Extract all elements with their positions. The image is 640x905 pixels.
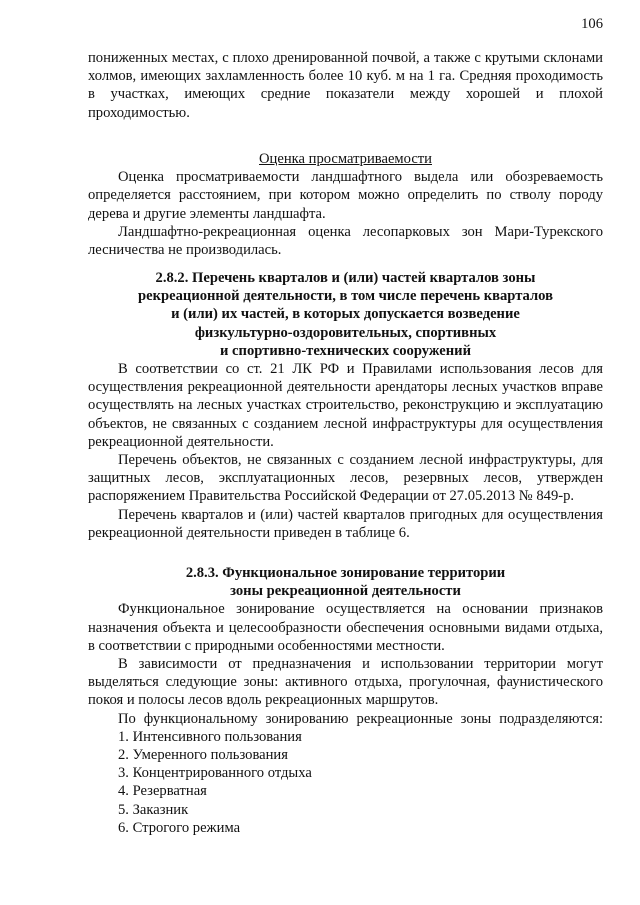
subsection-title: Оценка просматриваемости xyxy=(259,151,432,167)
section-title-line: 2.8.2. Перечень кварталов и (или) частей кварталов зоны xyxy=(155,270,536,286)
section-2-8-3 xyxy=(88,564,603,837)
section-title-line: и (или) их частей, в которых допускается возведение xyxy=(171,306,520,323)
paragraph: пониженных местах, с плохо дренированной почвой, а также с крутыми склонами холмов, имеющих захламленность более 10 куб. м на 1 га. Средняя проходимость в участках, имеющих средние показатели между хорошей и плохой проходимостью. xyxy=(88,50,603,121)
paragraph: Функциональное зонирование осуществляется на основании признаков назначения объекта и целесообразности обеспечения основными видами отдыха, в соответствии с природными особенностями местности. xyxy=(88,601,603,654)
section-title-line: физкультурно-оздоровительных, спортивных xyxy=(194,324,497,341)
list-item: 4. Резерватная xyxy=(118,783,207,800)
list-item: 3. Концентрированного отдыха xyxy=(118,765,312,782)
paragraph: В соответствии со ст. 21 ЛК РФ и Правилами использования лесов для осуществления рекреационной деятельности арендаторы лесных участков вправе осуществлять на лесных участках строительство, реконструкцию и эксплуатацию объектов, не связанных с созданием лесной инфраструктуры для осуществления рекреационной деятельности. xyxy=(88,361,603,450)
section-title-line: зоны рекреационной деятельности xyxy=(230,583,461,600)
section-2-8-2 xyxy=(88,269,603,542)
paragraph: Оценка просматриваемости ландшафтного выдела или обозреваемость определяется расстоянием, при котором можно определить по стволу породу дерева и другие элементы ландшафта. xyxy=(88,169,603,222)
paragraph: По функциональному зонированию рекреационные зоны подразделяются: xyxy=(118,710,603,727)
paragraph: Перечень объектов, не связанных с созданием лесной инфраструктуры, для защитных лесов, эксплуатационных лесов, резервных лесов, утвержден распоряжением Правительства Российской Федерации от 27.05.2013 № 849-р. xyxy=(88,452,603,505)
paragraph: Ландшафтно-рекреационная оценка лесопарковых зон Мари-Турекского лесничества не производилась. xyxy=(88,223,603,259)
list-item: 6. Строгого режима xyxy=(118,819,241,836)
list-item: 5. Заказник xyxy=(118,801,189,818)
section-title-line: и спортивно-технических сооружений xyxy=(220,342,471,359)
paragraph: Перечень кварталов и (или) частей кварталов пригодных для осуществления рекреационной деятельности приведен в таблице 6. xyxy=(88,506,603,541)
list-item: 1. Интенсивного пользования xyxy=(118,728,302,745)
section-title-line: рекреационной деятельности, в том числе перечень кварталов xyxy=(138,288,553,305)
paragraph: В зависимости от предназначения и использовании территории могут выделяться следующие зоны: активного отдыха, прогулочная, фаунистического покоя и полосы лесов вдоль рекреационных маршрутов. xyxy=(88,656,603,709)
page-number: 106 xyxy=(581,16,603,32)
zone-list xyxy=(88,728,603,837)
section-title-line: 2.8.3. Функциональное зонирование территории xyxy=(185,565,506,581)
subsection-visibility xyxy=(88,150,603,259)
list-item: 2. Умеренного пользования xyxy=(118,747,288,764)
intro-block xyxy=(88,49,603,122)
